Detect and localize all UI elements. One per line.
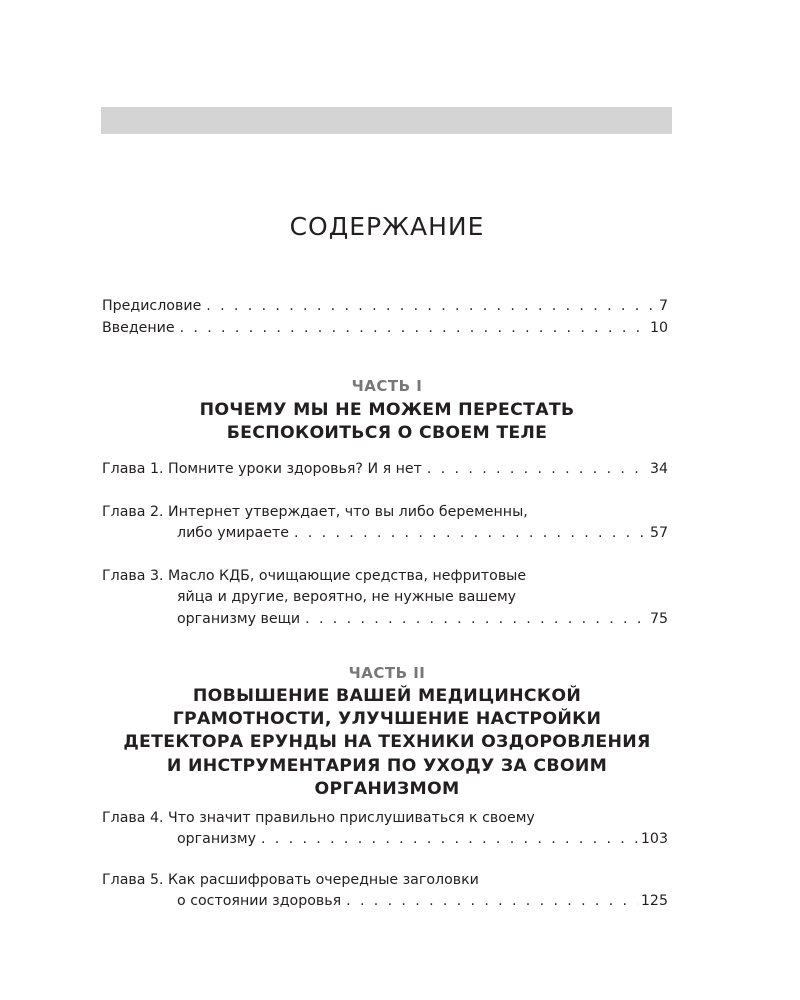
part-title-line: ГРАМОТНОСТИ, УЛУЧШЕНИЕ НАСТРОЙКИ (172, 709, 602, 730)
part-label-1: ЧАСТЬ I (351, 377, 423, 395)
toc-entry-label: Глава 1. Помните уроки здоровья? И я нет (102, 461, 422, 477)
toc-entry-label: Введение (102, 320, 175, 336)
toc-entry-label-cont: организму (177, 831, 256, 848)
dot-leader (206, 296, 656, 317)
toc-page-number: 125 (640, 893, 668, 910)
part-title-line: ДЕТЕКТОРА ЕРУНДЫ НА ТЕХНИКИ ОЗДОРОВЛЕНИЯ (123, 732, 651, 753)
page-title: СОДЕРЖАНИЕ (289, 212, 485, 241)
toc-entry-label: Глава 2. Интернет утверждает, что вы либо беременны, (102, 504, 528, 520)
dot-leader (305, 609, 647, 630)
toc-page-number: 75 (649, 610, 668, 627)
toc-entry-chapter-5[interactable] (102, 870, 668, 913)
part-title-2 (0, 685, 774, 801)
part-title-line: ОРГАНИЗМОМ (314, 778, 460, 799)
dot-leader (427, 459, 647, 480)
toc-page-number: 7 (658, 298, 668, 314)
toc-entry-label: Глава 4. Что значит правильно прислушиваться к своему (102, 810, 535, 826)
toc-entry-label: Предисловие (102, 298, 202, 314)
toc-entry-label-cont: о состоянии здоровья (177, 893, 342, 910)
toc-entry-chapter-1[interactable] (102, 459, 668, 480)
toc-entry-label: Глава 5. Как расшифровать очередные заголовки (102, 872, 479, 888)
toc-entry-label-cont: яйца и другие, вероятно, не нужные вашему (177, 589, 517, 606)
toc-entry-introduction[interactable] (102, 318, 668, 339)
dot-leader (261, 829, 638, 850)
toc-entry-chapter-4[interactable] (102, 808, 668, 851)
part-label-2: ЧАСТЬ II (348, 664, 426, 682)
toc-entry-label: Глава 3. Масло КДБ, очищающие средства, нефритовые (102, 568, 527, 584)
part-title-1 (0, 399, 774, 445)
toc-entry-preface[interactable] (102, 296, 668, 317)
dot-leader (346, 891, 638, 912)
toc-entry-label-cont: организму вещи (177, 610, 301, 627)
dot-leader (180, 318, 647, 339)
part-title-line: ПОВЫШЕНИЕ ВАШЕЙ МЕДИЦИНСКОЙ (192, 686, 582, 706)
header-bar (101, 107, 672, 134)
toc-page-number: 57 (649, 525, 668, 542)
toc-page-number: 10 (649, 320, 668, 336)
toc-page-number: 103 (640, 831, 668, 848)
part-title-line: БЕСПОКОИТЬСЯ О СВОЕМ ТЕЛЕ (226, 423, 548, 444)
toc-entry-chapter-2[interactable] (102, 502, 668, 545)
part-title-line: И ИНСТРУМЕНТАРИЯ ПО УХОДУ ЗА СВОИМ (166, 755, 608, 776)
part-title-line: ПОЧЕМУ МЫ НЕ МОЖЕМ ПЕРЕСТАТЬ (199, 400, 575, 420)
dot-leader (294, 523, 647, 544)
toc-entry-chapter-3[interactable] (102, 566, 668, 630)
toc-entry-label-cont: либо умираете (177, 525, 289, 542)
toc-page-number: 34 (649, 461, 668, 477)
